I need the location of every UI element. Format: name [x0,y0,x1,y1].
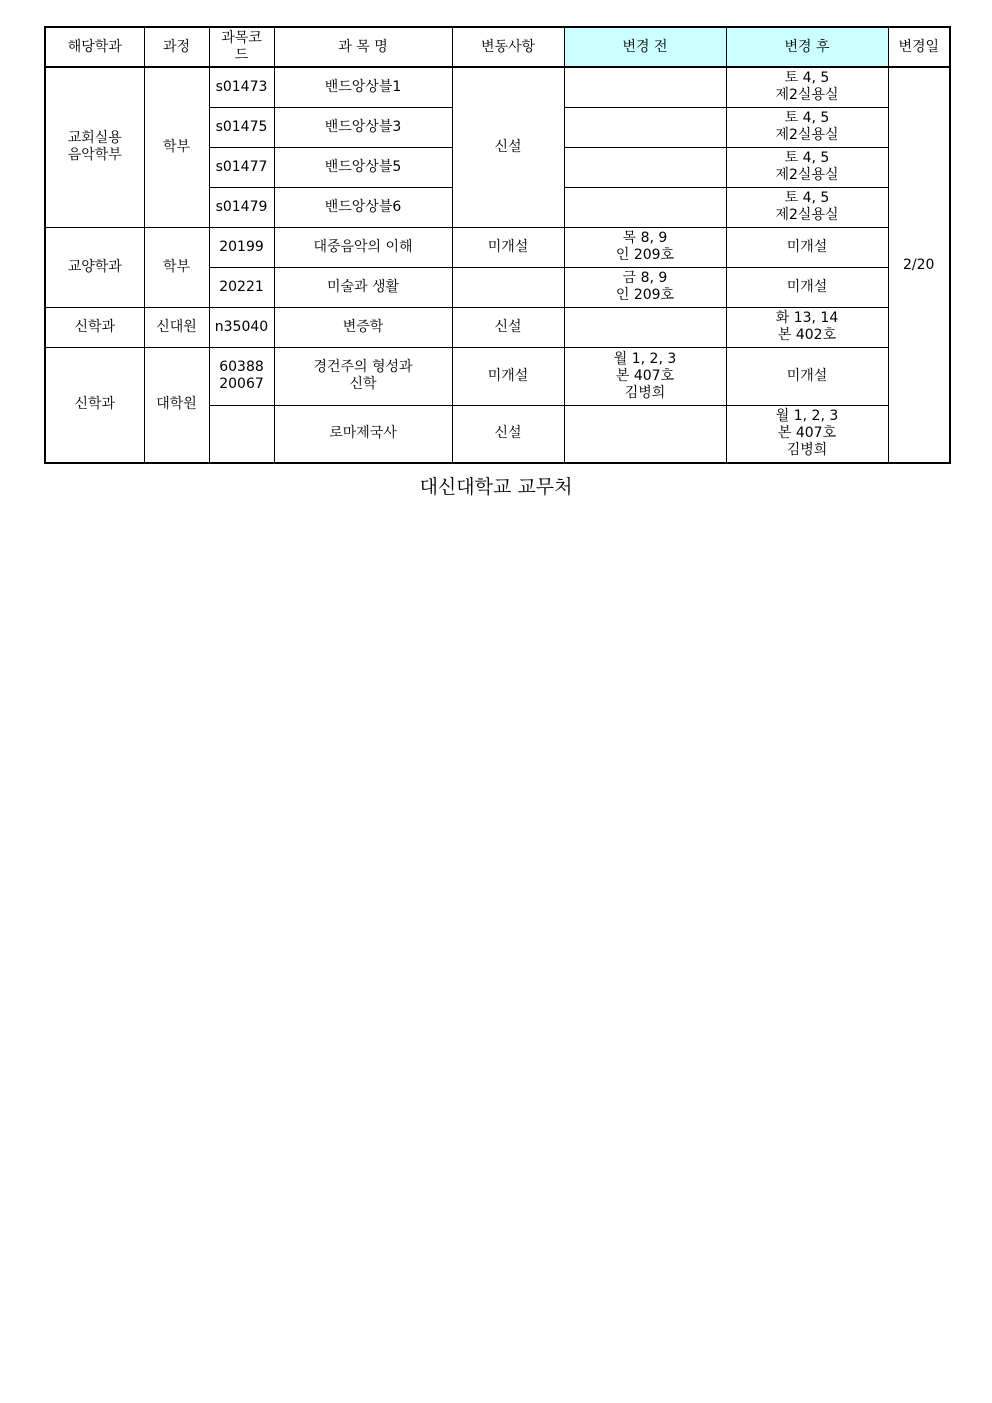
after-line: 화 13, 14 [775,310,839,326]
after-line: 토 4, 5 [784,110,830,126]
dept-line: 음악학부 [67,147,122,164]
before-cell [564,267,726,307]
after-line: 김병희 [786,442,828,459]
code-cell [209,405,274,463]
change-cell: 미개설 [452,347,564,405]
after-cell: 미개설 [726,267,888,307]
before-cell [564,107,726,147]
change-date-cell: 2/20 [888,67,950,463]
program-cell: 학부 [144,67,209,227]
code-cell: 20221 [209,267,274,307]
program-cell: 대학원 [144,347,209,463]
before-line: 인 209호 [615,247,675,263]
code-line: 60388 [219,359,264,375]
header-after: 변경 후 [726,27,888,67]
header-row [45,27,950,67]
before-line: 월 1, 2, 3 [613,350,677,367]
after-line: 제2실용실 [775,167,839,183]
change-cell [452,267,564,307]
footer-office-name: 대신대학교 교무처 [419,476,573,498]
after-cell [726,147,888,187]
before-cell [564,307,726,347]
after-line: 월 1, 2, 3 [775,408,839,425]
course-name-cell: 대중음악의 이해 [274,227,452,267]
after-line: 본 407호 [777,425,837,442]
header-change: 변동사항 [452,27,564,67]
after-line: 토 4, 5 [784,150,830,166]
after-line: 토 4, 5 [784,70,830,87]
before-line: 본 407호 [615,367,675,384]
before-cell [564,67,726,107]
change-cell: 신설 [452,307,564,347]
course-name-cell [274,347,452,405]
code-cell: s01475 [209,107,274,147]
header-program: 과정 [144,27,209,67]
dept-cell [45,67,144,227]
after-cell: 미개설 [726,227,888,267]
after-cell [726,187,888,227]
program-cell: 학부 [144,227,209,307]
course-name-cell: 밴드앙상블5 [274,147,452,187]
dept-cell: 교양학과 [45,227,144,307]
after-line: 토 4, 5 [784,190,830,206]
before-cell [564,405,726,463]
after-cell [726,67,888,107]
table-row [45,67,950,107]
code-line: 20067 [219,376,264,392]
course-name-line: 신학 [349,376,377,392]
code-cell: s01477 [209,147,274,187]
before-line: 김병희 [624,384,666,401]
header-dept: 해당학과 [45,27,144,67]
code-cell: 20199 [209,227,274,267]
after-line: 제2실용실 [775,127,839,143]
after-line: 제2실용실 [775,207,839,223]
before-line: 금 8, 9 [622,270,668,286]
course-name-cell: 로마제국사 [274,405,452,463]
course-name-line: 경건주의 형성과 [313,359,413,375]
program-cell: 신대원 [144,307,209,347]
course-name-cell: 밴드앙상블6 [274,187,452,227]
header-change-date: 변경일 [888,27,950,67]
code-cell [209,347,274,405]
table-row [45,347,950,405]
dept-cell: 신학과 [45,347,144,463]
course-name-cell: 밴드앙상블1 [274,67,452,107]
before-cell [564,147,726,187]
before-cell [564,187,726,227]
after-cell [726,107,888,147]
course-name-cell: 미술과 생활 [274,267,452,307]
header-code-line1: 과목코 [221,30,262,46]
change-cell: 미개설 [452,227,564,267]
after-line: 제2실용실 [775,87,839,104]
after-cell [726,405,888,463]
before-line: 목 8, 9 [622,230,668,246]
header-code [209,27,274,67]
before-cell [564,347,726,405]
change-cell: 신설 [452,405,564,463]
dept-line: 교회실용 [67,130,122,147]
change-cell: 신설 [452,67,564,227]
after-line: 본 402호 [777,327,837,343]
header-before: 변경 전 [564,27,726,67]
header-course-name: 과 목 명 [274,27,452,67]
table-row [45,307,950,347]
code-cell: s01479 [209,187,274,227]
before-line: 인 209호 [615,287,675,303]
code-cell: s01473 [209,67,274,107]
before-cell [564,227,726,267]
course-change-table [44,26,951,464]
after-cell: 미개설 [726,347,888,405]
after-cell [726,307,888,347]
table-row [45,227,950,267]
dept-cell: 신학과 [45,307,144,347]
code-cell: n35040 [209,307,274,347]
course-name-cell: 변증학 [274,307,452,347]
course-name-cell: 밴드앙상블3 [274,107,452,147]
header-code-line2: 드 [234,47,249,63]
